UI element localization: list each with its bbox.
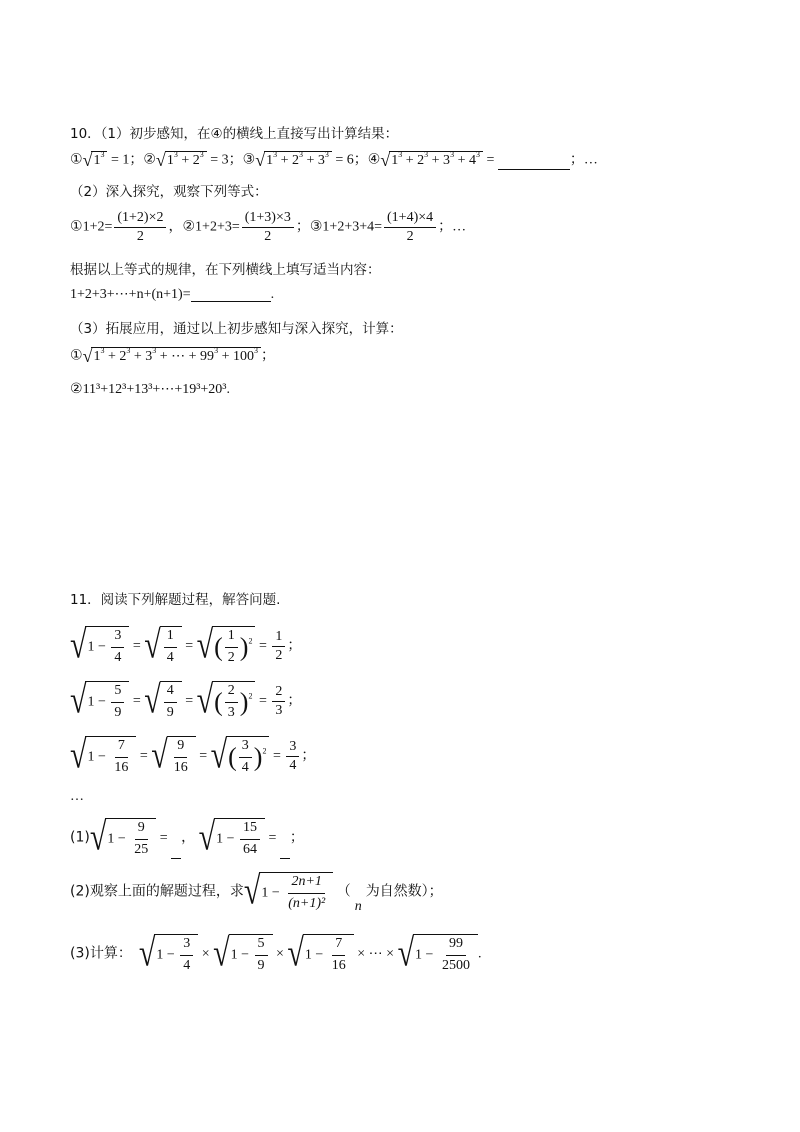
q10-part3-calc1: $①√1^3 + 2^3 + 3^3$ + ⋯ + $99^3 + 100^3$ ； bbox=[70, 346, 275, 367]
q10-sum-equation: 1+2+3+⋯+n+(n+1)= . bbox=[70, 287, 275, 302]
radical-icon: √ bbox=[380, 150, 391, 171]
q11-example-1: √1 − $\frac{3}{4}$ = √ $\frac{1}{4}$ = √( $\frac{1}{2}$ )$^2$ = $\frac{1}{2}$ ； bbox=[70, 624, 302, 668]
q11-heading: 11．阅读下列解题过程，解答问题. bbox=[70, 592, 281, 608]
fraction: $\frac{(1+4)\times 4}{2}$ bbox=[384, 211, 436, 244]
q11-example-2: √1 − $\frac{5}{9}$ = √ $\frac{4}{9}$ = √( $\frac{2}{3}$ )$^2$ = $\frac{2}{3}$ ； bbox=[70, 679, 302, 723]
answer-blank-part1-a[interactable] bbox=[171, 858, 181, 859]
radical-icon: √ bbox=[255, 150, 266, 171]
fraction: $\frac{(1+3)\times 3}{2}$ bbox=[242, 211, 294, 244]
radical-icon: √ bbox=[151, 734, 168, 778]
radical-icon: √ bbox=[144, 679, 161, 723]
circle-3-label: ③ bbox=[242, 151, 256, 168]
q10-part2-heading: （2）深入探究，观察下列等式： bbox=[70, 184, 268, 200]
fraction: $\frac{(1+2)\times 2}{2}$ bbox=[114, 211, 166, 244]
q11-part3: (3)计算： √1 − $\frac{3}{4}$ × √1 − $\frac{5}{9}$ × √1 − $\frac{7}{16}$ × ⋯ × √1 − $\frac{99}{2500}$ . bbox=[70, 932, 482, 976]
q10-part2-equations: ①1+2= $\frac{(1+2)\times 2}{2}$ ，②1+2+3= $\frac{(1+3)\times 3}{2}$ ；③1+2+3+4= $\frac{(1+4)\times 4}{2}$ ；… bbox=[70, 210, 467, 244]
answer-blank-4[interactable] bbox=[498, 169, 570, 170]
circle-2-label: ② bbox=[143, 151, 156, 168]
answer-blank-sum[interactable] bbox=[191, 301, 271, 302]
radical-icon: √ bbox=[82, 150, 93, 171]
result-1: 1 bbox=[122, 152, 130, 168]
result-3: 6 bbox=[346, 152, 354, 168]
radical-icon: √ bbox=[89, 816, 107, 860]
radical-icon: √ bbox=[155, 150, 166, 171]
q10-part3-calc2: ②11³+12³+13³+⋯+19³+20³. bbox=[70, 381, 231, 397]
radical-icon: √ bbox=[397, 932, 415, 976]
radical-icon: √ bbox=[287, 932, 304, 976]
result-2: 3 bbox=[221, 152, 229, 168]
radical-icon: √ bbox=[138, 932, 156, 976]
answer-blank-part1-b[interactable] bbox=[280, 858, 290, 859]
radical-icon: √ bbox=[82, 346, 93, 367]
radical-icon: √ bbox=[196, 624, 214, 668]
circle-4-label: ④ bbox=[367, 151, 381, 168]
radical-icon: √ bbox=[243, 870, 261, 914]
radical-icon: √ bbox=[144, 624, 161, 668]
q11-part2: (2)观察上面的解题过程，求√1 − $\frac{2n+1}{\text{(n+1)²}}$ （n为自然数）； bbox=[70, 870, 443, 914]
radical-icon: √ bbox=[210, 734, 228, 778]
q11-ellipsis: … bbox=[70, 789, 84, 804]
circle-1-label: ① bbox=[70, 151, 83, 168]
radical-icon: √ bbox=[213, 932, 230, 976]
radical-icon: √ bbox=[70, 624, 87, 668]
radical-icon: √ bbox=[70, 734, 87, 778]
q10-rule-text: 根据以上等式的规律，在下列横线上填写适当内容： bbox=[70, 262, 381, 278]
q11-part1: (1)√1 − $\frac{9}{25}$ = ， √1 − $\frac{15}{64}$ = ； bbox=[70, 816, 304, 860]
q10-part1-expressions: $①√1^3 = 1$；$②√1^3 + 2^3 = 3$；$③√1^3 + 2^3 + 3^3 = 6$；$④√1^3 + 2^3 + 3^3 + 4^3$ = ；… bbox=[70, 150, 598, 171]
q11-example-3: √1 − $\frac{7}{16}$ = √ $\frac{9}{16}$ = √( $\frac{3}{4}$ )$^2$ = $\frac{3}{4}$ ； bbox=[70, 734, 316, 778]
radical-icon: √ bbox=[198, 816, 216, 860]
radical-icon: √ bbox=[70, 679, 87, 723]
q10-heading: 10．（1）初步感知，在④的横线上直接写出计算结果： bbox=[70, 126, 399, 142]
q10-part3-heading: （3）拓展应用，通过以上初步感知与深入探究，计算： bbox=[70, 321, 403, 337]
radical-icon: √ bbox=[196, 679, 214, 723]
